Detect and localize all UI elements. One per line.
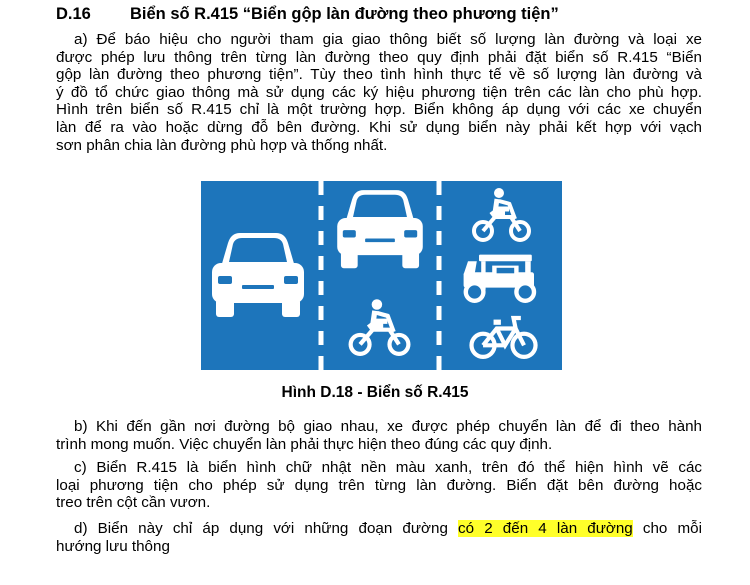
car-icon [337, 190, 423, 268]
paragraph-line: trình mong muốn. Việc chuyển làn phải thực hiện theo đúng các quy định. [56, 435, 553, 453]
three-wheeler-icon [464, 255, 534, 301]
paragraph-text: d) Biển này chỉ áp dụng với những đoạn đường [74, 520, 459, 537]
paragraph-text: cho mỗi [632, 520, 702, 537]
paragraph-line: gộp làn đường theo phương tiện”. Tùy theo tình hình thực tế về số lượng làn đường và [56, 66, 702, 84]
paragraph-line: làn để ra vào hoặc dừng đỗ bên đường. Khi sử dụng biển này phải kết hợp với vạch [56, 118, 702, 136]
paragraph-c [56, 459, 702, 512]
paragraph-line: Hình trên biển số R.415 chỉ là một trường hợp. Biển không áp dụng với các xe chuyển [56, 101, 702, 119]
section-number: D.16 [56, 5, 91, 23]
highlighted-text: có 2 đến 4 làn đường [458, 520, 633, 537]
car-icon [212, 233, 304, 317]
paragraph-line: hướng lưu thông [56, 537, 170, 555]
paragraph-line: ý đồ tổ chức giao thông mà sử dụng các ký hiệu phương tiện trên các làn cho phù hợp. [56, 83, 702, 101]
figure-caption: Hình D.18 - Biển số R.415 [281, 384, 469, 401]
sign-r415 [201, 181, 562, 370]
paragraph-b [56, 418, 702, 453]
paragraph-line [56, 520, 702, 538]
section-heading [56, 5, 559, 24]
paragraph-line: c) Biển R.415 là biển hình chữ nhật nền màu xanh, trên đó thể hiện hình vẽ các [74, 459, 702, 476]
paragraph-line: a) Để báo hiệu cho người tham gia giao thông biết số lượng làn đường và loại xe [74, 31, 702, 48]
paragraph-d [56, 520, 702, 555]
bicycle-icon [472, 318, 536, 357]
paragraph-line: sơn phân chia làn đường phù hợp và thống nhất. [56, 136, 388, 154]
paragraph-line: b) Khi đến gần nơi đường bộ giao nhau, xe được phép chuyển làn để đi theo hành [74, 418, 702, 435]
paragraph-line: loại phương tiện cho phép sử dụng trên từng làn đường. Biển đặt bên đường hoặc [56, 476, 702, 494]
motorcycle-icon [474, 188, 529, 240]
paragraph-line: được phép lưu thông trên từng làn đường theo quy định phải đặt biển số R.415 “Biển [56, 48, 702, 66]
paragraph-line: treo trên cột cần vươn. [56, 494, 211, 512]
motorcycle-icon [351, 299, 409, 354]
paragraph-a [56, 31, 702, 154]
section-title: Biển số R.415 “Biển gộp làn đường theo phương tiện” [130, 5, 559, 23]
